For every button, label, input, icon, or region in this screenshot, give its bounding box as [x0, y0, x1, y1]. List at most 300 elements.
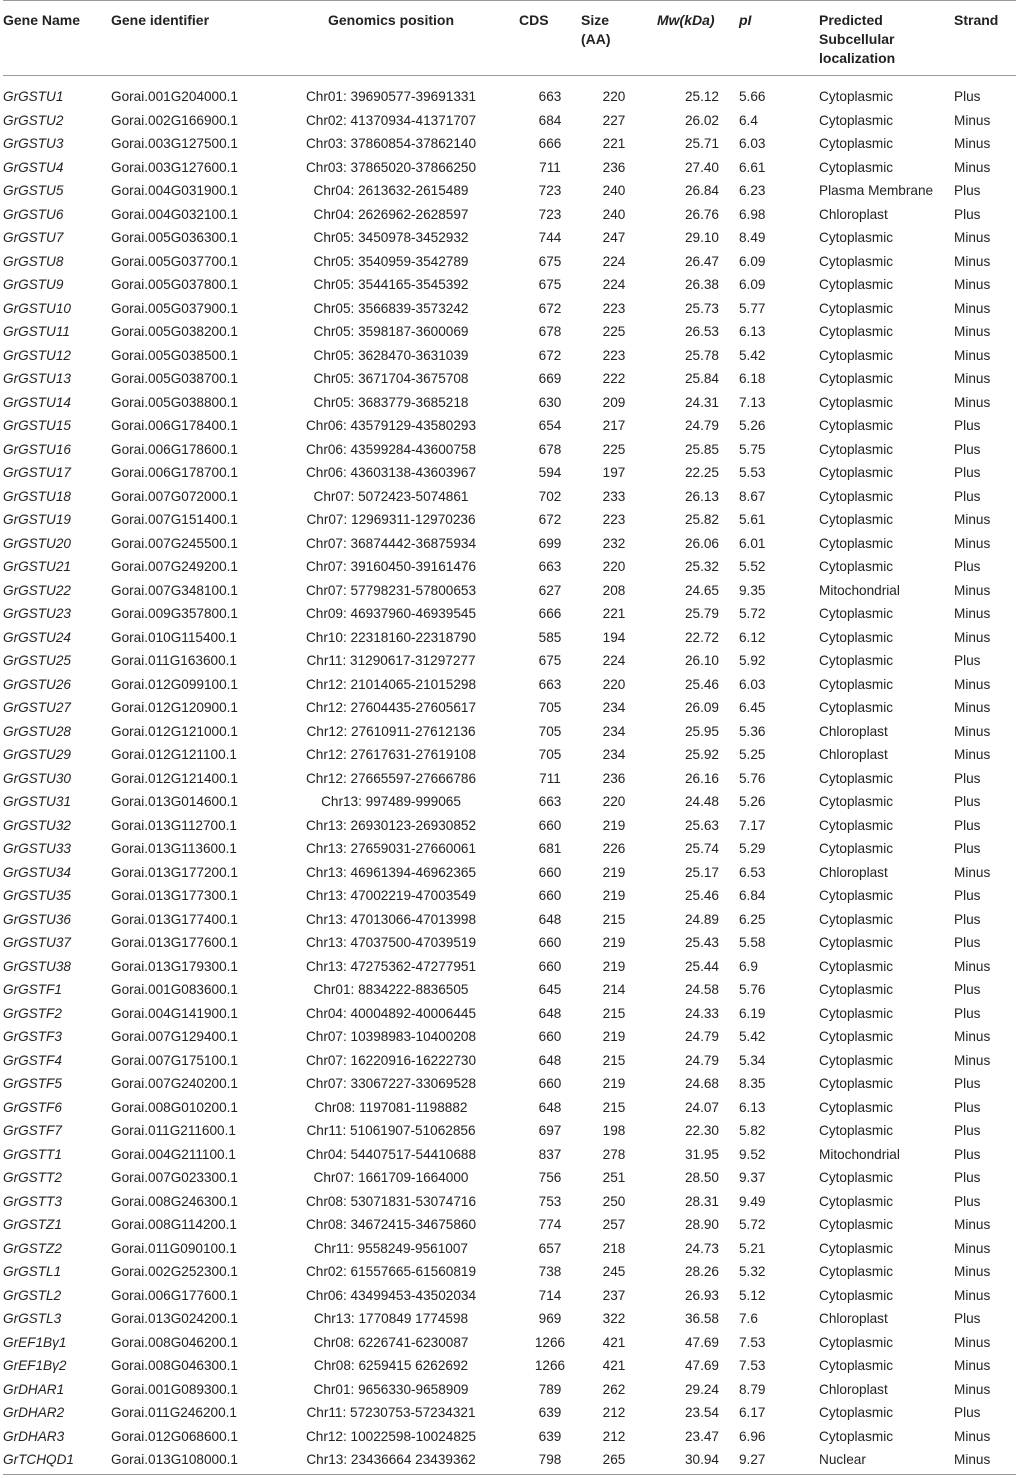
- table-row: [3, 1425, 1016, 1449]
- cell-cds: 705: [538, 700, 562, 715]
- cell-pi: 6.98: [739, 206, 766, 222]
- cell-cds: 723: [538, 183, 562, 198]
- cell-gene-identifier: Gorai.008G010200.1: [111, 1099, 238, 1115]
- header-size: Size (AA): [581, 12, 611, 47]
- cell-size: 245: [602, 1264, 626, 1279]
- cell-genomics-position: Chr07: 39160450-39161476: [305, 559, 477, 574]
- cell-mw: 27.40: [684, 159, 719, 175]
- cell-gene-identifier: Gorai.009G357800.1: [111, 606, 238, 621]
- cell-pi: 6.01: [739, 535, 766, 551]
- cell-pi: 6.13: [739, 324, 766, 339]
- cell-pi: 6.23: [739, 183, 766, 198]
- cell-strand: Minus: [954, 629, 991, 645]
- cell-cds: 663: [538, 89, 562, 104]
- cell-genomics-position: Chr13: 26930123-26930852: [305, 817, 477, 833]
- cell-strand: Minus: [954, 958, 991, 974]
- cell-size: 224: [602, 253, 626, 269]
- cell-size: 194: [602, 629, 626, 645]
- cell-cds: 639: [538, 1428, 562, 1444]
- cell-gene-name: GrGSTL2: [3, 1287, 62, 1303]
- cell-size: 215: [602, 911, 626, 927]
- cell-localization: Cytoplasmic: [819, 676, 894, 692]
- table-row: [3, 1190, 1016, 1214]
- cell-mw: 24.31: [684, 394, 719, 410]
- cell-localization: Cytoplasmic: [819, 418, 894, 433]
- table-row: [3, 978, 1016, 1002]
- cell-mw: 24.33: [684, 1005, 719, 1021]
- cell-mw: 26.13: [684, 488, 719, 504]
- cell-mw: 25.82: [684, 512, 719, 527]
- cell-mw: 23.47: [684, 1428, 719, 1444]
- cell-mw: 25.85: [684, 441, 719, 457]
- header-gene-identifier: Gene identifier: [111, 12, 210, 28]
- cell-localization: Cytoplasmic: [819, 1358, 894, 1373]
- cell-localization: Cytoplasmic: [819, 700, 894, 715]
- cell-pi: 6.25: [739, 911, 766, 927]
- cell-gene-identifier: Gorai.004G211100.1: [111, 1146, 236, 1162]
- cell-strand: Minus: [954, 347, 991, 363]
- table-row: [3, 320, 1016, 344]
- cell-pi: 6.13: [739, 1099, 766, 1115]
- cell-cds: 666: [538, 606, 562, 621]
- cell-gene-identifier: Gorai.002G252300.1: [111, 1264, 238, 1279]
- cell-mw: 26.38: [684, 277, 719, 292]
- cell-pi: 5.42: [739, 347, 766, 363]
- cell-strand: Minus: [954, 1452, 991, 1467]
- cell-pi: 5.52: [739, 559, 766, 574]
- cell-size: 215: [602, 1099, 626, 1115]
- cell-mw: 26.84: [684, 183, 719, 198]
- cell-gene-name: GrGSTU36: [3, 911, 71, 927]
- cell-genomics-position: Chr08: 53071831-53074716: [305, 1193, 477, 1209]
- cell-strand: Minus: [954, 394, 991, 410]
- cell-cds: 774: [538, 1217, 562, 1232]
- cell-cds: 744: [538, 230, 562, 245]
- cell-pi: 6.09: [739, 253, 766, 269]
- cell-cds: 837: [538, 1146, 562, 1162]
- cell-strand: Minus: [954, 747, 991, 762]
- cell-gene-name: GrGSTL3: [3, 1311, 62, 1326]
- cell-mw: 28.90: [684, 1217, 719, 1232]
- cell-size: 234: [602, 723, 626, 739]
- cell-strand: Minus: [954, 1358, 991, 1373]
- cell-gene-name: GrGSTZ2: [3, 1240, 62, 1256]
- table-row: [3, 438, 1016, 462]
- cell-cds: 697: [538, 1123, 562, 1138]
- cell-gene-name: GrGSTU13: [3, 371, 71, 386]
- cell-genomics-position: Chr07: 33067227-33069528: [305, 1076, 477, 1091]
- cell-gene-identifier: Gorai.013G177200.1: [111, 864, 238, 880]
- cell-gene-identifier: Gorai.013G112700.1: [111, 817, 237, 833]
- cell-genomics-position: Chr11: 51061907-51062856: [306, 1123, 476, 1138]
- cell-localization: Cytoplasmic: [819, 347, 894, 363]
- cell-cds: 648: [538, 1099, 562, 1115]
- cell-gene-identifier: Gorai.006G178700.1: [111, 465, 238, 480]
- cell-cds: 705: [538, 723, 562, 739]
- cell-mw: 29.24: [684, 1381, 719, 1397]
- cell-gene-identifier: Gorai.007G245500.1: [111, 535, 238, 551]
- cell-pi: 5.72: [739, 606, 766, 621]
- cell-localization: Cytoplasmic: [819, 653, 894, 668]
- cell-strand: Minus: [954, 582, 991, 598]
- cell-localization: Cytoplasmic: [819, 1428, 894, 1444]
- cell-genomics-position: Chr04: 54407517-54410688: [305, 1146, 477, 1162]
- cell-pi: 9.37: [739, 1170, 766, 1185]
- cell-strand: Minus: [954, 253, 991, 269]
- cell-gene-name: GrGSTF2: [3, 1005, 62, 1021]
- cell-cds: 657: [538, 1240, 562, 1256]
- cell-size: 219: [602, 817, 626, 833]
- cell-gene-name: GrGSTU29: [3, 747, 71, 762]
- cell-mw: 26.76: [684, 206, 719, 222]
- cell-size: 237: [602, 1287, 626, 1303]
- cell-localization: Plasma Membrane: [819, 183, 934, 198]
- cell-pi: 8.79: [739, 1381, 766, 1397]
- table-row: [3, 1166, 1016, 1190]
- cell-size: 217: [602, 418, 626, 433]
- cell-strand: Minus: [954, 1287, 991, 1303]
- cell-localization: Cytoplasmic: [819, 394, 894, 410]
- cell-gene-identifier: Gorai.003G127500.1: [111, 136, 238, 151]
- cell-cds: 660: [538, 935, 562, 950]
- cell-genomics-position: Chr08: 34672415-34675860: [305, 1217, 477, 1232]
- table-row: [3, 1237, 1016, 1261]
- cell-strand: Plus: [954, 817, 981, 833]
- cell-pi: 6.9: [739, 958, 758, 974]
- cell-pi: 6.45: [739, 700, 766, 715]
- cell-size: 223: [602, 347, 626, 363]
- cell-mw: 25.71: [684, 136, 719, 151]
- table-row: [3, 861, 1016, 885]
- cell-size: 225: [602, 441, 626, 457]
- cell-genomics-position: Chr12: 10022598-10024825: [305, 1428, 477, 1444]
- cell-pi: 5.21: [739, 1240, 766, 1256]
- cell-mw: 25.32: [684, 559, 719, 574]
- cell-gene-name: GrGSTU15: [3, 418, 71, 433]
- cell-genomics-position: Chr05: 3598187-3600069: [313, 324, 469, 339]
- cell-cds: 660: [538, 888, 562, 903]
- cell-strand: Plus: [954, 911, 981, 927]
- cell-localization: Cytoplasmic: [819, 136, 894, 151]
- table-row: [3, 626, 1016, 650]
- cell-mw: 26.16: [684, 770, 719, 786]
- cell-size: 220: [602, 559, 626, 574]
- cell-localization: Cytoplasmic: [819, 324, 894, 339]
- table-row: [3, 1307, 1016, 1331]
- cell-size: 225: [602, 324, 626, 339]
- cell-cds: 798: [538, 1452, 562, 1467]
- table-row: [3, 532, 1016, 556]
- cell-cds: 672: [538, 300, 562, 316]
- cell-genomics-position: Chr05: 3544165-3545392: [313, 277, 469, 292]
- cell-strand: Minus: [954, 324, 991, 339]
- cell-gene-name: GrGSTT1: [3, 1146, 62, 1162]
- cell-localization: Mitochondrial: [819, 582, 900, 598]
- cell-size: 250: [602, 1193, 626, 1209]
- cell-gene-name: GrEF1Bγ1: [3, 1334, 67, 1350]
- cell-strand: Minus: [954, 1428, 991, 1444]
- cell-size: 198: [602, 1123, 626, 1138]
- cell-strand: Minus: [954, 700, 991, 715]
- cell-size: 215: [602, 1052, 626, 1068]
- cell-strand: Plus: [954, 1123, 981, 1138]
- table-row: [3, 461, 1016, 485]
- cell-mw: 25.95: [684, 723, 719, 739]
- cell-pi: 5.76: [739, 982, 766, 997]
- cell-cds: 648: [538, 911, 562, 927]
- cell-genomics-position: Chr06: 43579129-43580293: [305, 418, 477, 433]
- cell-gene-identifier: Gorai.007G348100.1: [111, 582, 238, 598]
- cell-size: 234: [602, 700, 626, 715]
- cell-gene-identifier: Gorai.007G023300.1: [111, 1170, 238, 1185]
- cell-cds: 684: [538, 112, 562, 128]
- cell-strand: Plus: [954, 418, 981, 433]
- cell-gene-name: GrGSTF5: [3, 1076, 62, 1091]
- cell-size: 219: [602, 1076, 626, 1091]
- cell-gene-name: GrGSTU5: [3, 183, 64, 198]
- cell-cds: 714: [538, 1287, 562, 1303]
- cell-gene-identifier: Gorai.011G090100.1: [111, 1240, 237, 1256]
- cell-gene-identifier: Gorai.005G036300.1: [111, 230, 238, 245]
- cell-strand: Minus: [954, 512, 991, 527]
- cell-strand: Minus: [954, 300, 991, 316]
- cell-gene-name: GrTCHQD1: [3, 1452, 74, 1467]
- cell-gene-identifier: Gorai.013G014600.1: [111, 794, 238, 809]
- table-row: [3, 1331, 1016, 1355]
- cell-gene-name: GrGSTU32: [3, 817, 71, 833]
- cell-genomics-position: Chr07: 16220916-16222730: [305, 1052, 477, 1068]
- table-row: [3, 1119, 1016, 1143]
- cell-cds: 639: [538, 1405, 562, 1420]
- table-row: [3, 109, 1016, 133]
- cell-pi: 5.42: [739, 1029, 766, 1044]
- table-row: [3, 1143, 1016, 1167]
- cell-genomics-position: Chr12: 21014065-21015298: [305, 676, 477, 692]
- cell-gene-identifier: Gorai.006G177600.1: [111, 1287, 238, 1303]
- cell-gene-identifier: Gorai.013G179300.1: [111, 958, 238, 974]
- cell-genomics-position: Chr07: 57798231-57800653: [305, 582, 477, 598]
- cell-mw: 22.72: [684, 629, 719, 645]
- cell-genomics-position: Chr07: 1661709-1664000: [313, 1170, 469, 1185]
- table-row: [3, 367, 1016, 391]
- cell-gene-name: GrGSTU9: [3, 277, 64, 292]
- cell-cds: 702: [538, 488, 562, 504]
- cell-localization: Nuclear: [819, 1452, 866, 1467]
- cell-pi: 5.92: [739, 653, 766, 668]
- cell-gene-identifier: Gorai.008G046200.1: [111, 1334, 238, 1350]
- cell-gene-identifier: Gorai.013G177300.1: [111, 888, 238, 903]
- cell-localization: Cytoplasmic: [819, 112, 894, 128]
- cell-mw: 24.65: [684, 582, 719, 598]
- cell-pi: 6.4: [739, 112, 758, 128]
- cell-gene-name: GrGSTU8: [3, 253, 64, 269]
- cell-genomics-position: Chr12: 27665597-27666786: [305, 770, 477, 786]
- cell-cds: 789: [538, 1381, 562, 1397]
- cell-gene-identifier: Gorai.005G038800.1: [111, 394, 238, 410]
- table-row: [3, 955, 1016, 979]
- cell-cds: 723: [538, 206, 562, 222]
- cell-cds: 660: [538, 1076, 562, 1091]
- table-row: [3, 344, 1016, 368]
- cell-gene-name: GrGSTU22: [3, 582, 71, 598]
- cell-genomics-position: Chr07: 5072423-5074861: [313, 488, 469, 504]
- cell-genomics-position: Chr13: 46961394-46962365: [305, 864, 477, 880]
- cell-mw: 25.78: [684, 347, 719, 363]
- table-row: [3, 1260, 1016, 1284]
- cell-size: 209: [602, 394, 626, 410]
- cell-localization: Cytoplasmic: [819, 841, 894, 856]
- cell-gene-name: GrGSTF4: [3, 1052, 62, 1068]
- cell-size: 224: [602, 653, 626, 668]
- cell-strand: Minus: [954, 676, 991, 692]
- cell-cds: 678: [538, 441, 562, 457]
- cell-gene-identifier: Gorai.005G038500.1: [111, 347, 238, 363]
- cell-localization: Cytoplasmic: [819, 770, 894, 786]
- cell-strand: Plus: [954, 465, 981, 480]
- cell-gene-name: GrGSTT3: [3, 1193, 62, 1209]
- cell-pi: 7.17: [739, 817, 766, 833]
- cell-pi: 5.29: [739, 841, 766, 856]
- cell-cds: 663: [538, 794, 562, 809]
- cell-gene-identifier: Gorai.007G240200.1: [111, 1076, 238, 1091]
- cell-size: 220: [602, 676, 626, 692]
- cell-gene-name: GrGSTT2: [3, 1170, 62, 1185]
- cell-gene-identifier: Gorai.013G113600.1: [111, 841, 237, 856]
- cell-localization: Cytoplasmic: [819, 982, 894, 997]
- cell-size: 221: [602, 606, 626, 621]
- cell-localization: Cytoplasmic: [819, 371, 894, 386]
- cell-genomics-position: Chr04: 40004892-40006445: [305, 1005, 477, 1021]
- cell-gene-name: GrGSTF6: [3, 1099, 62, 1115]
- cell-size: 219: [602, 864, 626, 880]
- cell-localization: Cytoplasmic: [819, 441, 894, 457]
- cell-strand: Minus: [954, 371, 991, 386]
- cell-localization: Cytoplasmic: [819, 89, 894, 104]
- table-row: [3, 1049, 1016, 1073]
- cell-pi: 5.26: [739, 794, 766, 809]
- cell-localization: Cytoplasmic: [819, 1193, 894, 1209]
- table-row: [3, 485, 1016, 509]
- cell-genomics-position: Chr01: 39690577-39691331: [305, 89, 477, 104]
- cell-strand: Plus: [954, 1146, 981, 1162]
- table-row: [3, 1213, 1016, 1237]
- cell-size: 233: [602, 488, 626, 504]
- cell-strand: Minus: [954, 864, 991, 880]
- cell-gene-name: GrGSTU14: [3, 394, 71, 410]
- cell-genomics-position: Chr03: 37865020-37866250: [305, 159, 477, 175]
- cell-size: 218: [602, 1240, 626, 1256]
- cell-genomics-position: Chr02: 41370934-41371707: [305, 112, 477, 128]
- cell-strand: Minus: [954, 112, 991, 128]
- cell-strand: Minus: [954, 230, 991, 245]
- cell-localization: Cytoplasmic: [819, 465, 894, 480]
- cell-pi: 6.03: [739, 136, 766, 151]
- cell-gene-name: GrGSTU17: [3, 465, 71, 480]
- cell-strand: Minus: [954, 535, 991, 551]
- cell-gene-name: GrEF1Bγ2: [3, 1358, 67, 1373]
- cell-size: 208: [602, 582, 626, 598]
- table-row: [3, 414, 1016, 438]
- cell-gene-identifier: Gorai.013G177400.1: [111, 911, 238, 927]
- cell-localization: Cytoplasmic: [819, 794, 894, 809]
- cell-strand: Plus: [954, 982, 981, 997]
- cell-gene-identifier: Gorai.012G121100.1: [111, 747, 237, 762]
- cell-size: 223: [602, 512, 626, 527]
- cell-mw: 24.79: [684, 418, 719, 433]
- cell-localization: Cytoplasmic: [819, 1334, 894, 1350]
- cell-mw: 25.63: [684, 817, 719, 833]
- cell-gene-identifier: Gorai.007G151400.1: [111, 512, 238, 527]
- cell-localization: Cytoplasmic: [819, 958, 894, 974]
- table-row: [3, 1354, 1016, 1378]
- cell-size: 197: [602, 465, 626, 480]
- cell-pi: 8.67: [739, 488, 766, 504]
- cell-cds: 675: [538, 277, 562, 292]
- cell-pi: 9.35: [739, 582, 766, 598]
- cell-localization: Cytoplasmic: [819, 1076, 894, 1091]
- cell-size: 219: [602, 935, 626, 950]
- cell-size: 234: [602, 747, 626, 762]
- cell-localization: Cytoplasmic: [819, 277, 894, 292]
- cell-strand: Minus: [954, 1240, 991, 1256]
- cell-pi: 5.61: [739, 512, 766, 527]
- cell-localization: Cytoplasmic: [819, 1005, 894, 1021]
- cell-gene-name: GrGSTU18: [3, 488, 71, 504]
- cell-gene-identifier: Gorai.007G072000.1: [111, 488, 238, 504]
- table-bottom-rule: [3, 1474, 1016, 1475]
- cell-pi: 5.76: [739, 770, 766, 786]
- cell-gene-identifier: Gorai.011G246200.1: [111, 1405, 237, 1420]
- cell-cds: 648: [538, 1005, 562, 1021]
- table-row: [3, 508, 1016, 532]
- cell-gene-identifier: Gorai.012G121000.1: [111, 723, 238, 739]
- cell-localization: Cytoplasmic: [819, 159, 894, 175]
- cell-localization: Cytoplasmic: [819, 817, 894, 833]
- cell-mw: 31.95: [684, 1146, 719, 1162]
- cell-pi: 5.82: [739, 1123, 766, 1138]
- cell-mw: 25.43: [684, 935, 719, 950]
- cell-cds: 627: [538, 582, 562, 598]
- cell-mw: 24.68: [684, 1076, 719, 1091]
- cell-strand: Plus: [954, 1005, 981, 1021]
- cell-size: 215: [602, 1005, 626, 1021]
- cell-cds: 660: [538, 1029, 562, 1044]
- cell-gene-identifier: Gorai.004G031900.1: [111, 183, 238, 198]
- table-row: [3, 1002, 1016, 1026]
- cell-strand: Minus: [954, 723, 991, 739]
- cell-strand: Minus: [954, 606, 991, 621]
- cell-localization: Cytoplasmic: [819, 230, 894, 245]
- cell-genomics-position: Chr05: 3683779-3685218: [313, 394, 469, 410]
- cell-gene-name: GrGSTF1: [3, 982, 62, 997]
- cell-gene-identifier: Gorai.003G127600.1: [111, 159, 238, 175]
- cell-mw: 30.94: [684, 1452, 719, 1467]
- cell-pi: 5.53: [739, 465, 766, 480]
- cell-genomics-position: Chr11: 31290617-31297277: [306, 653, 476, 668]
- cell-genomics-position: Chr09: 46937960-46939545: [305, 606, 477, 621]
- cell-gene-identifier: Gorai.012G121400.1: [111, 770, 238, 786]
- cell-gene-identifier: Gorai.007G175100.1: [111, 1052, 238, 1068]
- cell-cds: 969: [538, 1311, 562, 1326]
- cell-strand: Minus: [954, 1029, 991, 1044]
- cell-gene-identifier: Gorai.005G038700.1: [111, 371, 238, 386]
- cell-size: 247: [602, 230, 626, 245]
- cell-gene-name: GrGSTL1: [3, 1264, 62, 1279]
- cell-cds: 660: [538, 817, 562, 833]
- cell-gene-identifier: Gorai.007G249200.1: [111, 559, 238, 574]
- cell-size: 223: [602, 300, 626, 316]
- cell-size: 212: [602, 1405, 626, 1420]
